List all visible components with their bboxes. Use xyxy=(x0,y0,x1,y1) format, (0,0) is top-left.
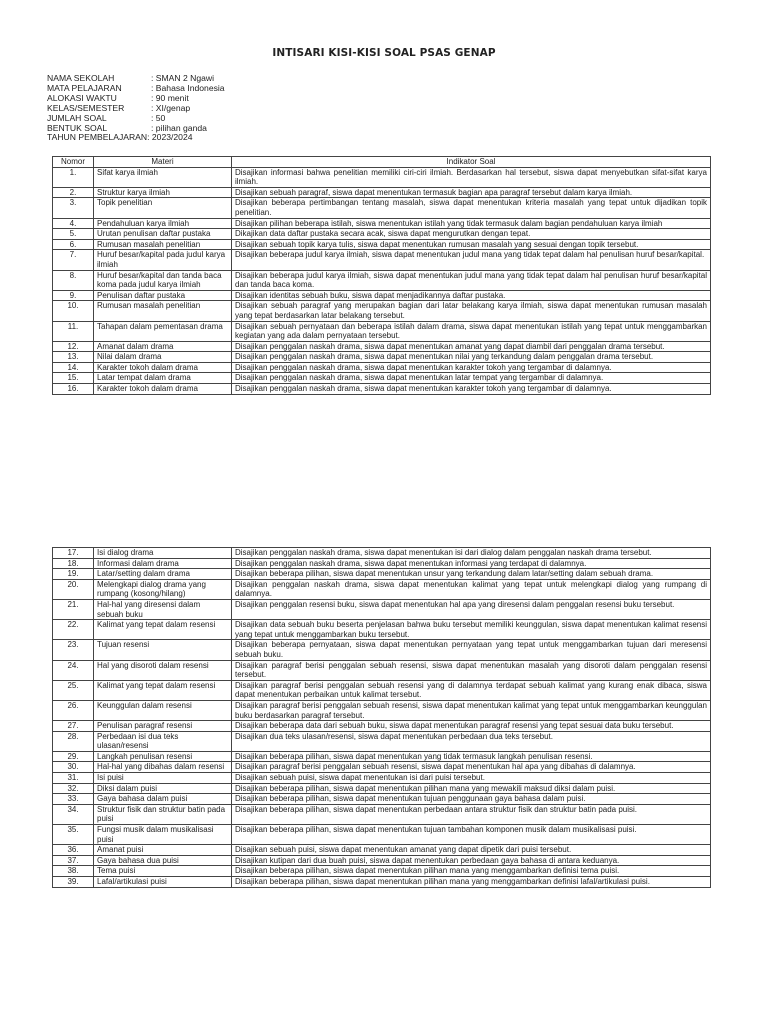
row-materi: Urutan penulisan daftar pustaka xyxy=(94,229,232,240)
row-materi: Penulisan paragraf resensi xyxy=(94,721,232,732)
row-number: 27. xyxy=(53,721,94,732)
row-number: 37. xyxy=(53,855,94,866)
row-materi: Diksi dalam puisi xyxy=(94,783,232,794)
row-number: 17. xyxy=(53,548,94,559)
row-indikator: Disajikan sebuah puisi, siswa dapat menentukan amanat yang dapat dipetik dari puisi tersebut. xyxy=(232,845,711,856)
row-indikator: Disajikan sebuah pernyataan dan beberapa istilah dalam drama, siswa dapat menentukan istilah yang tepat untuk menggambarkan kegiatan yang ada dalam pernyataan tersebut. xyxy=(232,321,711,341)
table-row xyxy=(53,700,711,720)
info-label: NAMA SEKOLAH xyxy=(47,73,115,83)
row-number: 18. xyxy=(53,558,94,569)
table-row xyxy=(53,548,711,559)
row-materi: Karakter tokoh dalam drama xyxy=(94,384,232,395)
row-number: 20. xyxy=(53,579,94,599)
row-number: 1. xyxy=(53,167,94,187)
row-number: 5. xyxy=(53,229,94,240)
row-indikator: Disajikan sebuah topik karya tulis, siswa dapat menentukan rumusan masalah yang sesuai dengan topik tersebut. xyxy=(232,239,711,250)
row-materi: Kalimat yang tepat dalam resensi xyxy=(94,620,232,640)
row-materi: Latar/setting dalam drama xyxy=(94,569,232,580)
table-row xyxy=(53,321,711,341)
row-materi: Sifat karya ilmiah xyxy=(94,167,232,187)
row-indikator: Disajikan penggalan naskah drama, siswa dapat menentukan nilai yang terkandung dalam penggalan drama tersebut. xyxy=(232,352,711,363)
row-materi: Lafal/artikulasi puisi xyxy=(94,877,232,888)
row-indikator: Disajikan beberapa pertimbangan tentang masalah, siswa dapat menentukan kriteria masalah yang tepat untuk dijadikan topik penelitian. xyxy=(232,198,711,218)
row-indikator: Disajikan kutipan dari dua buah puisi, siswa dapat menentukan perbedaan gaya bahasa di antara keduanya. xyxy=(232,855,711,866)
row-indikator: Disajikan beberapa pilihan, siswa dapat menentukan tujuan penggunaan gaya bahasa dalam puisi. xyxy=(232,794,711,805)
row-number: 33. xyxy=(53,794,94,805)
table-row xyxy=(53,579,711,599)
row-materi: Rumusan masalah penelitian xyxy=(94,239,232,250)
row-number: 13. xyxy=(53,352,94,363)
table-row xyxy=(53,762,711,773)
row-indikator: Disajikan beberapa pilihan, siswa dapat menentukan pilihan mana yang menggambarkan definisi lafal/artikulasi puisi. xyxy=(232,877,711,888)
info-label: MATA PELAJARAN xyxy=(47,82,122,93)
row-number: 14. xyxy=(53,362,94,373)
row-indikator: Disajikan beberapa pilihan, siswa dapat menentukan yang tidak termasuk langkah penulisan resensi. xyxy=(232,751,711,762)
row-number: 3. xyxy=(53,198,94,218)
table-row xyxy=(53,599,711,619)
row-materi: Latar tempat dalam drama xyxy=(94,373,232,384)
row-number: 23. xyxy=(53,640,94,660)
table-row xyxy=(53,794,711,805)
row-number: 21. xyxy=(53,599,94,619)
row-number: 19. xyxy=(53,569,94,580)
info-label: KELAS/SEMESTER xyxy=(47,102,125,113)
table-row xyxy=(53,751,711,762)
row-indikator: Disajikan paragraf berisi penggalan sebuah resensi, siswa dapat menentukan hal apa yang dibahas di dalamnya. xyxy=(232,762,711,773)
table-row xyxy=(53,270,711,290)
table-row xyxy=(53,229,711,240)
row-number: 15. xyxy=(53,373,94,384)
info-value: : pilihan ganda xyxy=(151,122,207,133)
row-materi: Hal-hal yang dibahas dalam resensi xyxy=(94,762,232,773)
row-indikator: Disajikan beberapa data dari sebuah buku, siswa dapat menentukan paragraf resensi yang tepat sesuai data buku tersebut. xyxy=(232,721,711,732)
row-materi: Isi dialog drama xyxy=(94,548,232,559)
row-materi: Langkah penulisan resensi xyxy=(94,751,232,762)
row-materi: Topik penelitian xyxy=(94,198,232,218)
row-number: 39. xyxy=(53,877,94,888)
table-row xyxy=(53,198,711,218)
table-row xyxy=(53,731,711,751)
table-row xyxy=(53,373,711,384)
info-label: TAHUN PEMBELAJARAN: 2023/2024 xyxy=(47,132,193,143)
row-number: 34. xyxy=(53,804,94,824)
table-row xyxy=(53,620,711,640)
row-indikator: Disajikan beberapa pilihan, siswa dapat menentukan pilihan mana yang mewakili maksud diksi dalam puisi. xyxy=(232,783,711,794)
table-row xyxy=(53,680,711,700)
row-materi: Perbedaan isi dua teks ulasan/resensi xyxy=(94,731,232,751)
row-materi: Fungsi musik dalam musikalisasi puisi xyxy=(94,825,232,845)
row-number: 31. xyxy=(53,773,94,784)
row-indikator: Disajikan pilihan beberapa istilah, siswa menentukan istilah yang tidak termasuk dalam bagian pendahuluan karya ilmiah xyxy=(232,218,711,229)
row-indikator: Disajikan beberapa judul karya ilmiah, siswa dapat menentukan judul mana yang tidak tepat dalam hal penulisan huruf besar/kapital dan tanda baca koma. xyxy=(232,270,711,290)
row-indikator: Disajikan penggalan resensi buku, siswa dapat menentukan hal apa yang diresensi dalam penggalan resensi buku tersebut. xyxy=(232,599,711,619)
row-indikator: Disajikan dua teks ulasan/resensi, siswa dapat menentukan perbedaan dua teks tersebut. xyxy=(232,731,711,751)
table-row xyxy=(53,640,711,660)
info-label: BENTUK SOAL xyxy=(47,122,108,133)
row-number: 22. xyxy=(53,620,94,640)
table-row xyxy=(53,250,711,270)
row-indikator: Disajikan sebuah paragraf, siswa dapat menentukan termasuk bagian apa paragraf tersebut dalam karya ilmiah. xyxy=(232,187,711,198)
row-indikator: Disajikan penggalan naskah drama, siswa dapat menentukan isi dari dialog dalam penggalan naskah drama tersebut. xyxy=(232,548,711,559)
table-row xyxy=(53,783,711,794)
row-indikator: Disajikan beberapa judul karya ilmiah, siswa dapat menentukan judul mana yang tidak tepat dalam hal penulisan huruf besar/kapital. xyxy=(232,250,711,270)
row-number: 10. xyxy=(53,301,94,321)
table-row xyxy=(53,660,711,680)
row-materi: Karakter tokoh dalam drama xyxy=(94,362,232,373)
table-row xyxy=(53,855,711,866)
row-indikator: Disajikan paragraf berisi penggalan sebuah resensi, siswa dapat menentukan masalah yang disoroti dalam penggalan resensi tersebut. xyxy=(232,660,711,680)
table-row xyxy=(53,845,711,856)
row-number: 9. xyxy=(53,290,94,301)
row-indikator: Disajikan penggalan naskah drama, siswa dapat menentukan amanat yang dapat diambil dari penggalan drama tersebut. xyxy=(232,341,711,352)
row-number: 32. xyxy=(53,783,94,794)
row-materi: Hal yang disoroti dalam resensi xyxy=(94,660,232,680)
row-materi: Nilai dalam drama xyxy=(94,352,232,363)
row-number: 24. xyxy=(53,660,94,680)
table-row xyxy=(53,877,711,888)
row-materi: Struktur karya ilmiah xyxy=(94,187,232,198)
info-row xyxy=(47,133,225,143)
row-materi: Pendahuluan karya ilmiah xyxy=(94,218,232,229)
table-row xyxy=(53,773,711,784)
header-indikator: Indikator Soal xyxy=(232,157,711,168)
row-indikator: Dikajikan data daftar pustaka secara acak, siswa dapat mengurutkan dengan tepat. xyxy=(232,229,711,240)
row-number: 26. xyxy=(53,700,94,720)
kisi-table-page-1 xyxy=(52,156,711,395)
info-value: : XI/genap xyxy=(151,102,191,113)
table-row xyxy=(53,384,711,395)
row-number: 16. xyxy=(53,384,94,395)
row-indikator: Disajikan penggalan naskah drama, siswa dapat menentukan kalimat yang tepat untuk melengkapi dialog yang rumpang di dalamnya. xyxy=(232,579,711,599)
table-row xyxy=(53,804,711,824)
table-row xyxy=(53,290,711,301)
info-value: : SMAN 2 Ngawi xyxy=(151,73,215,83)
row-materi: Kalimat yang tepat dalam resensi xyxy=(94,680,232,700)
table-header-row xyxy=(53,157,711,168)
table-row xyxy=(53,866,711,877)
row-indikator: Disajikan sebuah puisi, siswa dapat menentukan isi dari puisi tersebut. xyxy=(232,773,711,784)
row-materi: Huruf besar/kapital dan tanda baca koma pada judul karya ilmiah xyxy=(94,270,232,290)
row-indikator: Disajikan beberapa pilihan, siswa dapat menentukan unsur yang terkandung dalam latar/setting dalam sebuah drama. xyxy=(232,569,711,580)
row-materi: Gaya bahasa dalam puisi xyxy=(94,794,232,805)
row-number: 6. xyxy=(53,239,94,250)
row-indikator: Disajikan paragraf berisi penggalan sebuah resensi, siswa dapat menentukan kalimat yang tepat untuk menggambarkan keunggulan buku berdasarkan paragraf tersebut. xyxy=(232,700,711,720)
table-row xyxy=(53,167,711,187)
row-materi: Isi puisi xyxy=(94,773,232,784)
info-label: ALOKASI WAKTU xyxy=(47,92,117,103)
info-value: : 50 xyxy=(151,112,166,123)
row-indikator: Disajikan data sebuah buku beserta penjelasan bahwa buku tersebut memiliki keunggulan, siswa dapat menentukan kalimat resensi yang tepat untuk menggambarkan buku tersebut. xyxy=(232,620,711,640)
row-indikator: Disajikan penggalan naskah drama, siswa dapat menentukan informasi yang terdapat di dalamnya. xyxy=(232,558,711,569)
row-indikator: Disajikan beberapa pilihan, siswa dapat menentukan perbedaan antara struktur fisik dan struktur batin pada puisi. xyxy=(232,804,711,824)
row-number: 4. xyxy=(53,218,94,229)
row-materi: Gaya bahasa dua puisi xyxy=(94,855,232,866)
row-indikator: Disajikan sebuah paragraf yang merupakan bagian dari latar belakang karya ilmiah, siswa dapat menentukan rumusan masalah yang tepat berdasarkan latar belakang tersebut. xyxy=(232,301,711,321)
row-number: 38. xyxy=(53,866,94,877)
row-number: 30. xyxy=(53,762,94,773)
row-indikator: Disajikan beberapa pilihan, siswa dapat menentukan tujuan tambahan komponen musik dalam musikalisasi puisi. xyxy=(232,825,711,845)
row-indikator: Disajikan penggalan naskah drama, siswa dapat menentukan karakter tokoh yang tergambar di dalamnya. xyxy=(232,362,711,373)
row-materi: Tema puisi xyxy=(94,866,232,877)
row-materi: Informasi dalam drama xyxy=(94,558,232,569)
row-materi: Amanat dalam drama xyxy=(94,341,232,352)
row-indikator: Disajikan beberapa pilihan, siswa dapat menentukan pilihan mana yang menggambarkan definisi tema puisi. xyxy=(232,866,711,877)
header-materi: Materi xyxy=(94,157,232,168)
row-number: 11. xyxy=(53,321,94,341)
row-indikator: Disajikan beberapa pernyataan, siswa dapat menentukan pernyataan yang tepat untuk menggambarkan tujuan dari meresensi sebuah buku. xyxy=(232,640,711,660)
row-number: 29. xyxy=(53,751,94,762)
row-number: 12. xyxy=(53,341,94,352)
row-number: 28. xyxy=(53,731,94,751)
table-row xyxy=(53,187,711,198)
row-number: 2. xyxy=(53,187,94,198)
row-number: 8. xyxy=(53,270,94,290)
row-indikator: Disajikan penggalan naskah drama, siswa dapat menentukan latar tempat yang tergambar di dalamnya. xyxy=(232,373,711,384)
table-row xyxy=(53,558,711,569)
row-indikator: Disajikan paragraf berisi penggalan sebuah resensi yang di dalamnya terdapat sebuah kalimat yang kurang enak dibaca, siswa dapat menentukan perbaikan untuk kalimat tersebut. xyxy=(232,680,711,700)
row-indikator: Disajikan penggalan naskah drama, siswa dapat menentukan karakter tokoh yang tergambar di dalamnya. xyxy=(232,384,711,395)
info-value: : Bahasa Indonesia xyxy=(151,82,225,93)
table-row xyxy=(53,362,711,373)
info-label: JUMLAH SOAL xyxy=(47,112,107,123)
row-number: 36. xyxy=(53,845,94,856)
row-materi: Keunggulan dalam resensi xyxy=(94,700,232,720)
row-indikator: Disajikan informasi bahwa penelitian memiliki ciri-ciri ilmiah. Berdasarkan hal tersebut, siswa dapat menyebutkan sifat-sifat karya ilmiah. xyxy=(232,167,711,187)
table-row xyxy=(53,569,711,580)
kisi-table-page-2 xyxy=(52,547,711,888)
row-number: 35. xyxy=(53,825,94,845)
row-number: 7. xyxy=(53,250,94,270)
header-nomor: Nomor xyxy=(53,157,94,168)
row-materi: Struktur fisik dan struktur batin pada puisi xyxy=(94,804,232,824)
table-row xyxy=(53,218,711,229)
row-materi: Amanat puisi xyxy=(94,845,232,856)
row-materi: Tahapan dalam pementasan drama xyxy=(94,321,232,341)
row-materi: Huruf besar/kapital pada judul karya ilmiah xyxy=(94,250,232,270)
row-indikator: Disajikan identitas sebuah buku, siswa dapat menjadikannya daftar pustaka. xyxy=(232,290,711,301)
row-number: 25. xyxy=(53,680,94,700)
table-row xyxy=(53,352,711,363)
row-materi: Hal-hal yang diresensi dalam sebuah buku xyxy=(94,599,232,619)
row-materi: Penulisan daftar pustaka xyxy=(94,290,232,301)
row-materi: Melengkapi dialog drama yang rumpang (kosong/hilang) xyxy=(94,579,232,599)
row-materi: Rumusan masalah penelitian xyxy=(94,301,232,321)
row-materi: Tujuan resensi xyxy=(94,640,232,660)
document-title: INTISARI KISI-KISI SOAL PSAS GENAP xyxy=(272,47,496,59)
table-row xyxy=(53,239,711,250)
table-row xyxy=(53,301,711,321)
table-row xyxy=(53,721,711,732)
table-row xyxy=(53,341,711,352)
info-value: : 90 menit xyxy=(151,92,189,103)
school-info-block xyxy=(47,74,225,143)
table-row xyxy=(53,825,711,845)
